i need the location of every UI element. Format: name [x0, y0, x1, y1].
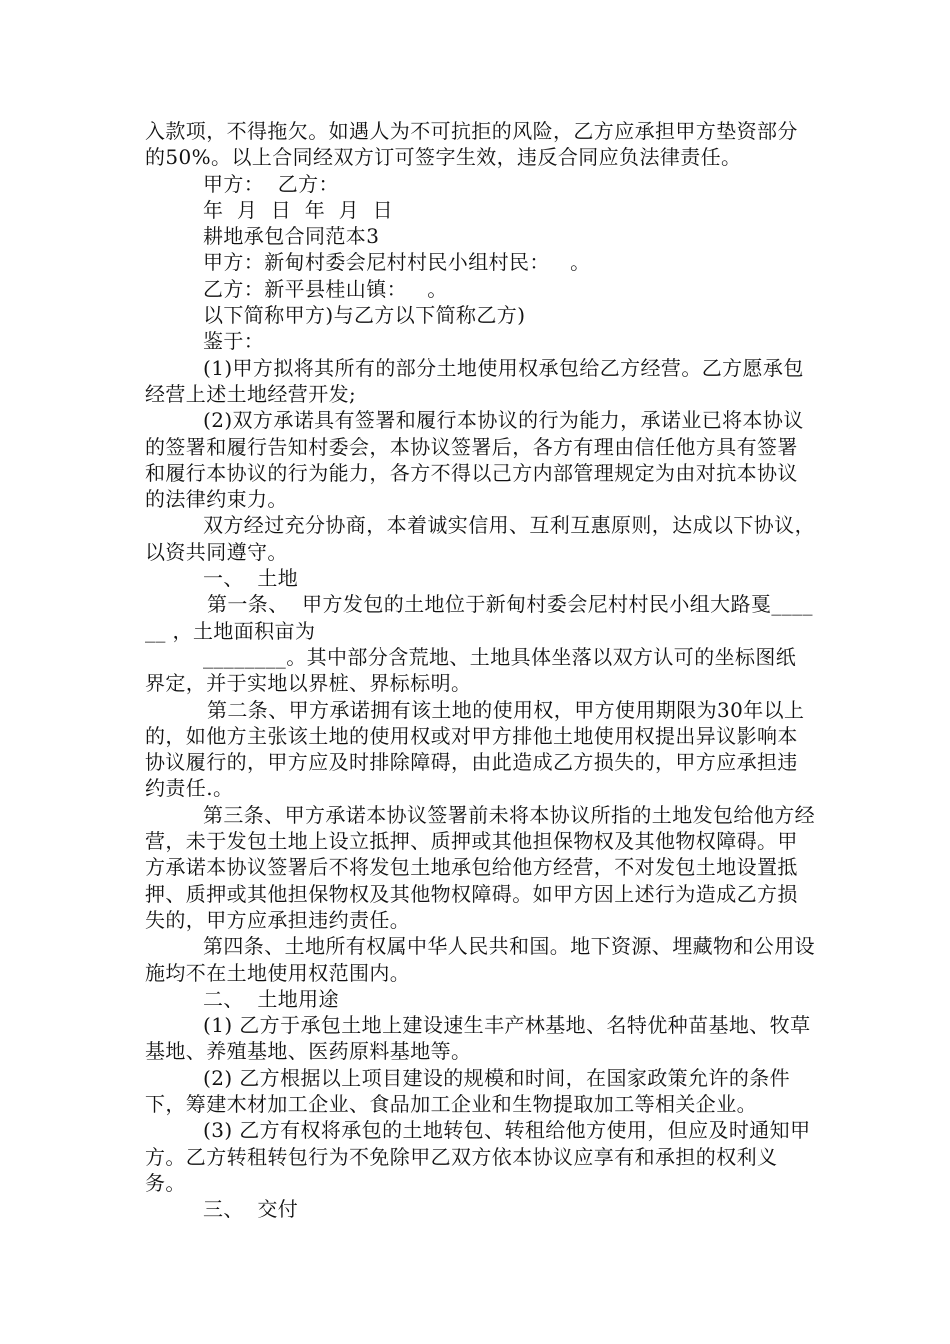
land-use-item-1: (1) 乙方于承包土地上建设速生丰产林基地、名特优种苗基地、牧草基地、养殖基地、医药原料基地等。	[145, 1013, 811, 1064]
article-1: 第一条、 甲方发包的土地位于新甸村委会尼村村民小组大路戛______ ，土地面积亩为	[145, 592, 813, 643]
party-b-line: 乙方：新平县桂山镇： 。	[203, 276, 448, 301]
recital-1: (1)甲方拟将其所有的部分土地使用权承包给乙方经营。乙方愿承包经营上述土地经营开发;	[145, 355, 804, 406]
land-use-item-3: (3) 乙方有权将承包的土地转包、转租给他方使用，但应及时通知甲方。乙方转租转包行为不免除甲乙双方依本协议应享有和承担的权利义务。	[145, 1118, 811, 1195]
agreement-intro: 双方经过充分协商，本着诚实信用、互利互惠原则，达成以下协议，以资共同遵守。	[145, 513, 815, 564]
article-3: 第三条、甲方承诺本协议签署前未将本协议所指的土地发包给他方经营，未于发包土地上设立抵押、质押或其他担保物权及其他物权障碍。甲方承诺本协议签署后不将发包土地承包给他方经营，不对发包土地设置抵押、质押或其他担保物权及其他物权障碍。如甲方因上述行为造成乙方损失的，甲方应承担违约责任。	[145, 802, 815, 932]
section-heading-delivery: 三、 交付	[203, 1197, 299, 1222]
recital-2: (2)双方承诺具有签署和履行本协议的行为能力，承诺业已将本协议的签署和履行告知村委会，本协议签署后，各方有理由信任他方具有签署和履行本协议的行为能力，各方不得以己方内部管理规定为由对抗本协议的法律约束力。	[145, 408, 804, 512]
abbreviation-line: 以下简称甲方)与乙方以下简称乙方)	[203, 303, 526, 328]
article-4: 第四条、土地所有权属中华人民共和国。地下资源、埋藏物和公用设施均不在土地使用权范围内。	[145, 934, 815, 985]
land-use-item-2: (2) 乙方根据以上项目建设的规模和时间，在国家政策允许的条件下，筹建木材加工企业、食品加工企业和生物提取加工等相关企业。	[145, 1065, 791, 1116]
paragraph-continuation: 入款项，不得拖欠。如遇人为不可抗拒的风险，乙方应承担甲方垫资部分的50%。以上合同经双方订可签字生效，违反合同应负法律责任。	[145, 119, 798, 170]
signature-parties-line: 甲方： 乙方：	[203, 171, 339, 196]
contract-title: 耕地承包合同范本3	[203, 224, 380, 249]
contract-body	[145, 118, 815, 1222]
article-1-continued: ________。其中部分含荒地、土地具体坐落以双方认可的坐标图纸界定，并于实地以界桩、界标标明。	[145, 644, 797, 696]
signature-date-line: 年 月 日 年 月 日	[203, 197, 393, 222]
section-heading-land: 一、 土地	[203, 566, 299, 591]
section-heading-land-use: 二、 土地用途	[203, 986, 339, 1011]
article-2: 第二条、甲方承诺拥有该土地的使用权，甲方使用期限为30年以上的，如他方主张该土地的使用权或对甲方排他土地使用权提出异议影响本协议履行的，甲方应及时排除障碍，由此造成乙方损失的，甲方应承担违约责任.。	[145, 697, 805, 801]
party-a-line: 甲方：新甸村委会尼村村民小组村民： 。	[203, 250, 591, 275]
whereas-heading: 鉴于：	[203, 329, 265, 354]
